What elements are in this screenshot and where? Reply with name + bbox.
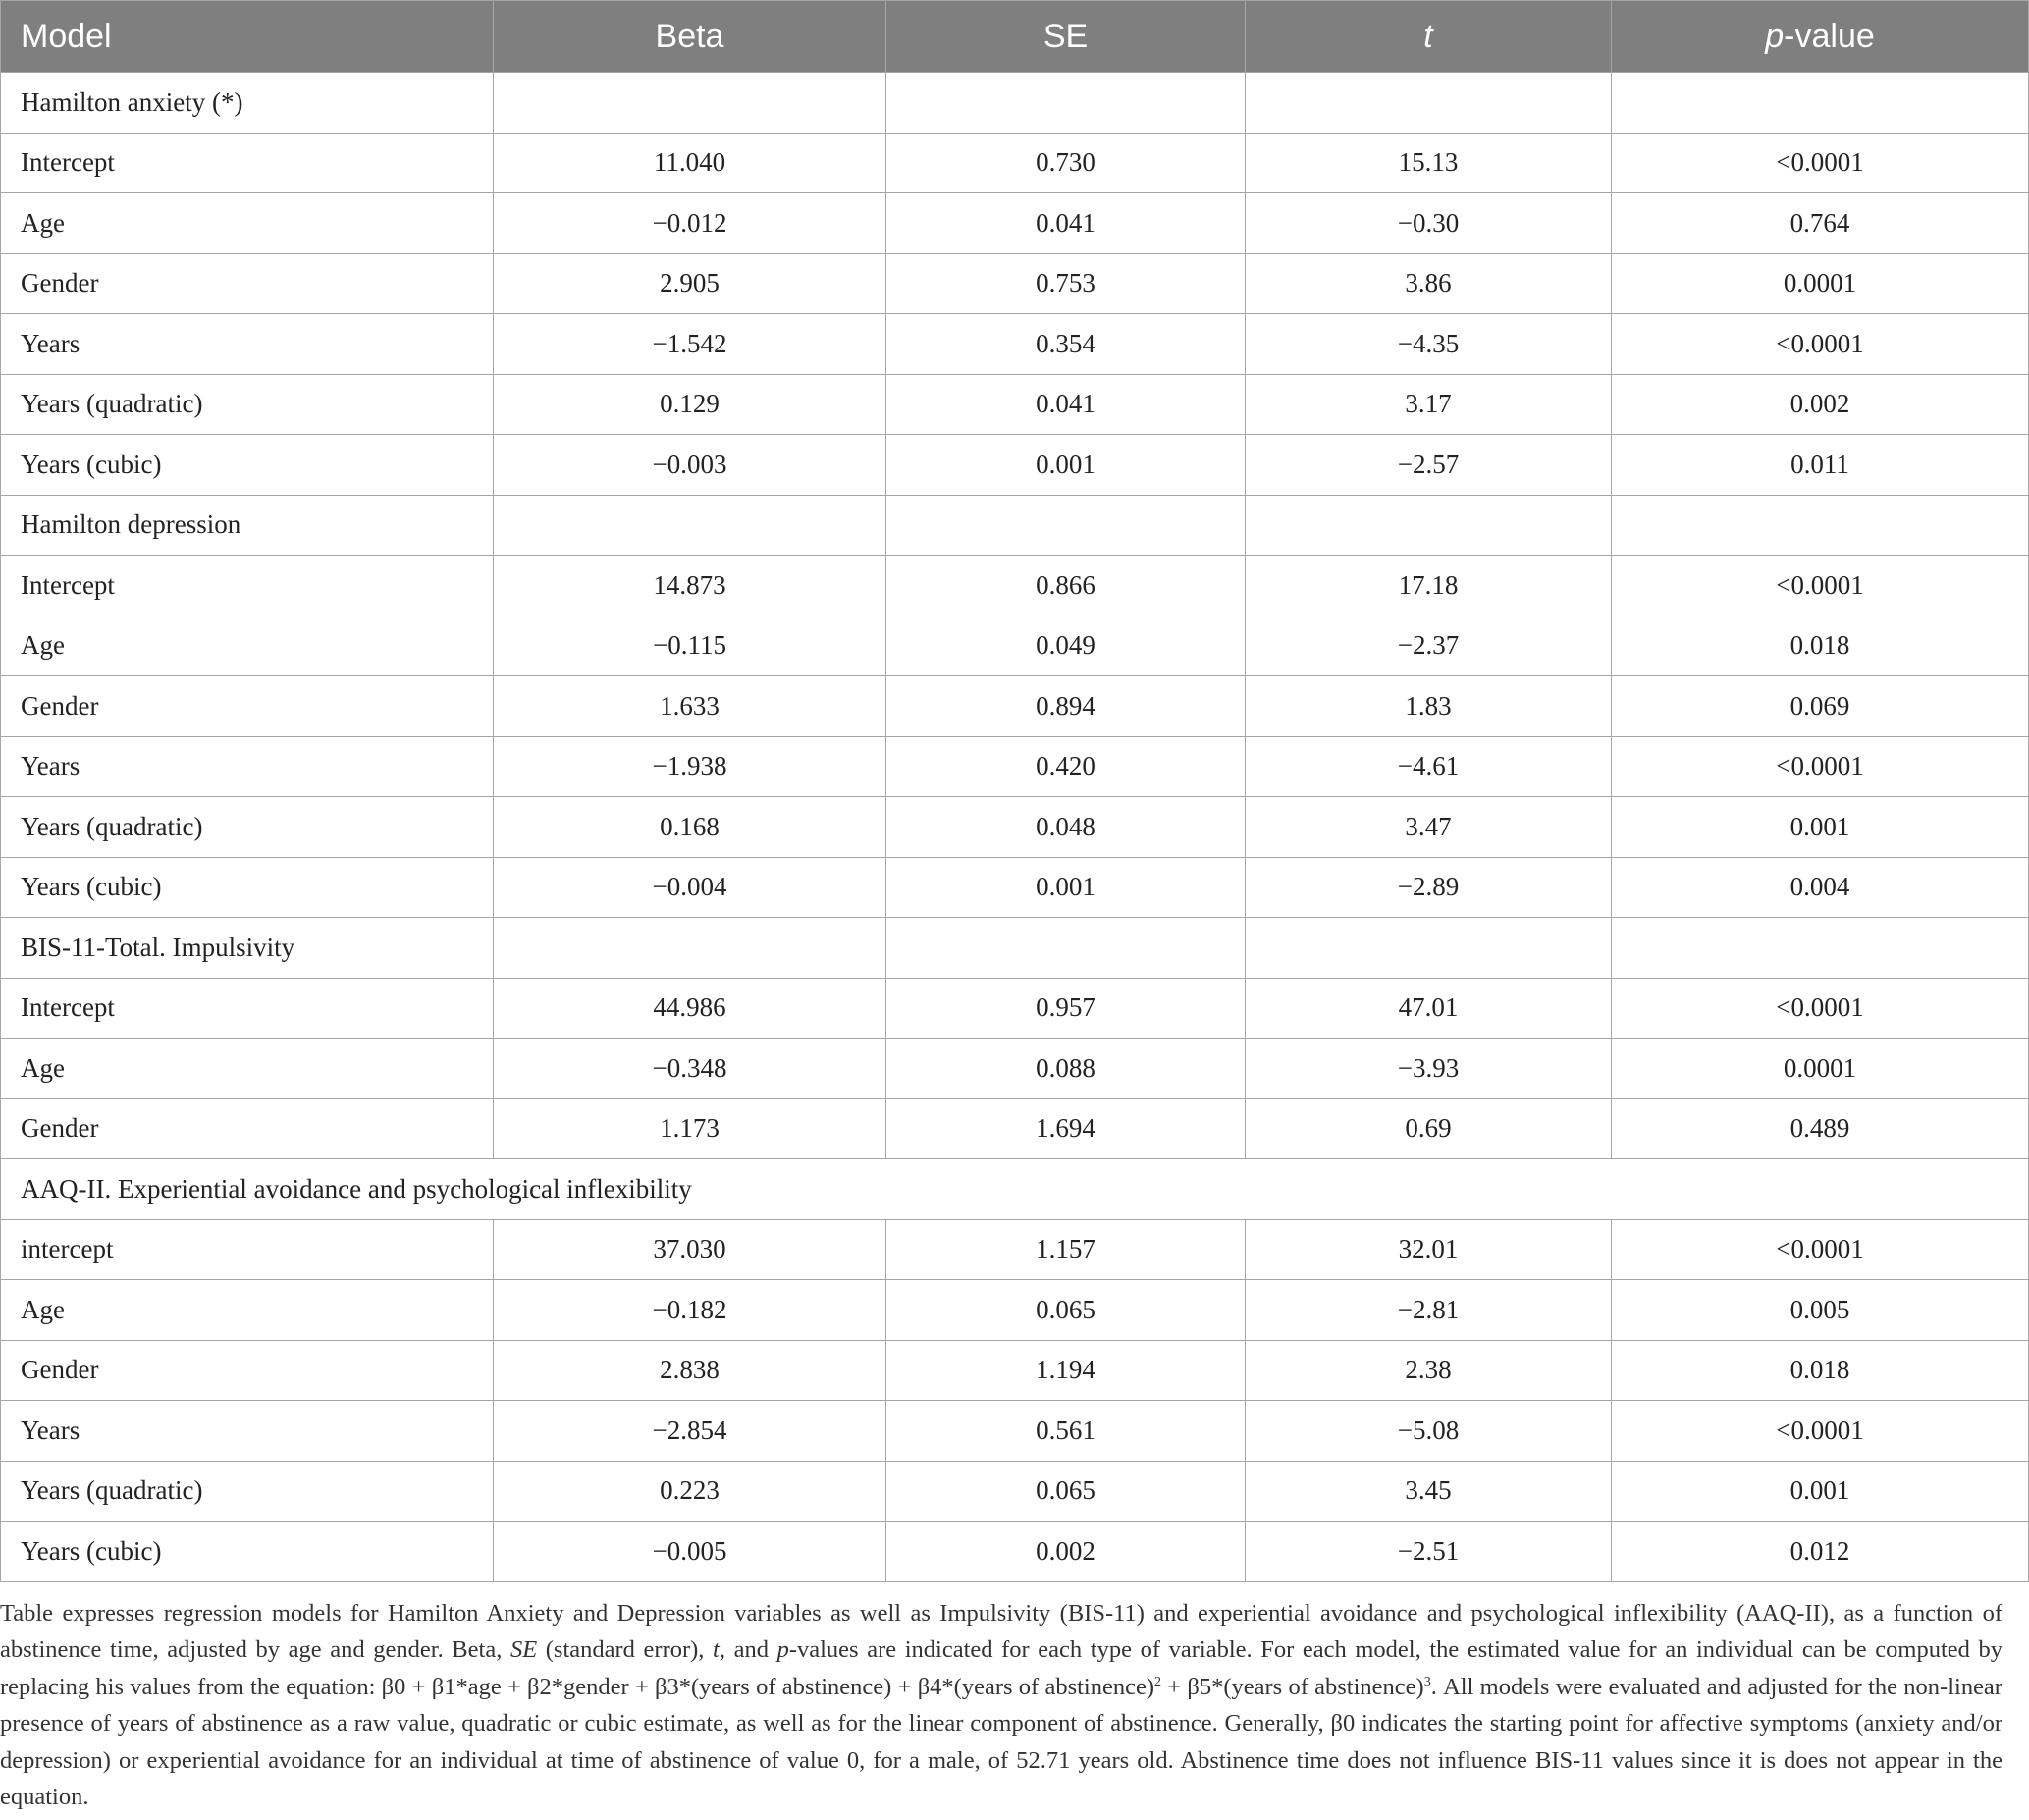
table-row (1, 374, 2029, 435)
header-p-italic: p (1765, 17, 1785, 55)
cell-p-value: 0.018 (1612, 616, 2029, 676)
cell-se: 0.065 (886, 1280, 1246, 1341)
header-model: Model (1, 1, 494, 73)
cell-se: 1.194 (886, 1340, 1246, 1401)
cell-p-value: <0.0001 (1612, 736, 2029, 797)
cell-p-value: <0.0001 (1612, 1219, 2029, 1280)
cell-beta: −0.012 (494, 193, 886, 254)
header-p-value (1612, 1, 2029, 73)
cell-p-value: <0.0001 (1612, 556, 2029, 616)
cell-se: 0.957 (886, 978, 1246, 1039)
empty-cell (886, 73, 1246, 134)
cell-se: 0.561 (886, 1401, 1246, 1462)
table-row (1, 857, 2029, 918)
empty-cell (1246, 918, 1612, 979)
cell-label: Years (quadratic) (1, 797, 494, 858)
cell-se: 0.730 (886, 133, 1246, 193)
footnote-sup-3: 3 (1423, 1674, 1431, 1689)
cell-se: 0.002 (886, 1522, 1246, 1582)
table-row (1, 556, 2029, 616)
header-p-suffix: -value (1784, 17, 1875, 55)
cell-beta: −0.182 (494, 1280, 886, 1341)
empty-cell (886, 495, 1246, 556)
section-title: AAQ-II. Experiential avoidance and psychological inflexibility (1, 1159, 2029, 1220)
cell-p-value: 0.005 (1612, 1280, 2029, 1341)
table-row (1, 616, 2029, 676)
cell-p-value: 0.004 (1612, 857, 2029, 918)
cell-se: 0.001 (886, 435, 1246, 496)
cell-label: Intercept (1, 978, 494, 1039)
cell-label: Gender (1, 1098, 494, 1159)
table-body (1, 73, 2029, 1582)
footnote-text-1: Table expresses regression models for Hamilton Anxiety and Depression variables as well as Impulsivity (BIS-11) and experiential avoidance and psychological inflexibility (AAQ-II), as a function of abstinence time, adjusted by age and gender. Beta, (0, 1600, 2002, 1664)
cell-t: −4.35 (1246, 314, 1612, 375)
cell-beta: −0.115 (494, 616, 886, 676)
cell-label: Gender (1, 1340, 494, 1401)
cell-p-value: <0.0001 (1612, 133, 2029, 193)
cell-label: Years (1, 736, 494, 797)
cell-t: 17.18 (1246, 556, 1612, 616)
cell-beta: 11.040 (494, 133, 886, 193)
cell-beta: −2.854 (494, 1401, 886, 1462)
table-row (1, 1522, 2029, 1582)
table-row (1, 1280, 2029, 1341)
table-row (1, 1098, 2029, 1159)
cell-p-value: 0.011 (1612, 435, 2029, 496)
cell-beta: −0.005 (494, 1522, 886, 1582)
cell-se: 1.694 (886, 1098, 1246, 1159)
cell-p-value: 0.002 (1612, 374, 2029, 435)
cell-label: Intercept (1, 133, 494, 193)
table-row (1, 676, 2029, 737)
empty-cell (1246, 73, 1612, 134)
cell-t: −2.81 (1246, 1280, 1612, 1341)
table-row (1, 1461, 2029, 1522)
section-row (1, 495, 2029, 556)
table-row (1, 314, 2029, 375)
footnote-sup-2: 2 (1154, 1674, 1162, 1689)
cell-t: −5.08 (1246, 1401, 1612, 1462)
cell-label: Age (1, 616, 494, 676)
cell-t: 3.17 (1246, 374, 1612, 435)
cell-t: −2.37 (1246, 616, 1612, 676)
cell-p-value: 0.764 (1612, 193, 2029, 254)
footnote-se: SE (509, 1636, 538, 1664)
cell-label: Years (cubic) (1, 435, 494, 496)
cell-t: 0.69 (1246, 1098, 1612, 1159)
cell-beta: −1.542 (494, 314, 886, 375)
cell-p-value: 0.001 (1612, 797, 2029, 858)
cell-se: 0.041 (886, 374, 1246, 435)
table-row (1, 1219, 2029, 1280)
header-se: SE (886, 1, 1246, 73)
cell-beta: −0.004 (494, 857, 886, 918)
footnote-text-2: (standard error), (537, 1636, 714, 1664)
cell-t: 3.86 (1246, 253, 1612, 314)
cell-t: 47.01 (1246, 978, 1612, 1039)
section-title: Hamilton depression (1, 495, 494, 556)
cell-t: 2.38 (1246, 1340, 1612, 1401)
cell-beta: −1.938 (494, 736, 886, 797)
cell-beta: −0.348 (494, 1039, 886, 1099)
header-beta: Beta (494, 1, 886, 73)
cell-p-value: 0.001 (1612, 1461, 2029, 1522)
footnote-text-3: and (724, 1636, 777, 1664)
cell-se: 0.001 (886, 857, 1246, 918)
footnote-text-4: -values are indicated for each type of variable. For each model, the estimated value for an individual can be computed by replacing his values from the equation: β0 + β1*age + β2*gender + β3*(years of abstinence) + β4*(years of abstinence) (0, 1636, 2003, 1700)
cell-se: 0.049 (886, 616, 1246, 676)
cell-t: −2.51 (1246, 1522, 1612, 1582)
empty-cell (886, 918, 1246, 979)
cell-label: Years (1, 314, 494, 375)
cell-se: 0.894 (886, 676, 1246, 737)
cell-p-value: 0.012 (1612, 1522, 2029, 1582)
table-row (1, 253, 2029, 314)
cell-t: 15.13 (1246, 133, 1612, 193)
table-header-row (1, 1, 2029, 73)
cell-label: Gender (1, 676, 494, 737)
section-title: Hamilton anxiety (*) (1, 73, 494, 134)
cell-se: 0.041 (886, 193, 1246, 254)
section-title: BIS-11-Total. Impulsivity (1, 918, 494, 979)
cell-label: Years (quadratic) (1, 374, 494, 435)
section-row (1, 73, 2029, 134)
cell-se: 0.753 (886, 253, 1246, 314)
cell-label: Years (cubic) (1, 1522, 494, 1582)
cell-beta: 2.838 (494, 1340, 886, 1401)
header-t (1246, 1, 1612, 73)
cell-t: 32.01 (1246, 1219, 1612, 1280)
section-row (1, 1159, 2029, 1220)
empty-cell (1612, 918, 2029, 979)
table-row (1, 797, 2029, 858)
table-row (1, 978, 2029, 1039)
table-row (1, 1340, 2029, 1401)
cell-t: −2.89 (1246, 857, 1612, 918)
empty-cell (1612, 495, 2029, 556)
cell-beta: 1.633 (494, 676, 886, 737)
footnote-p: p (776, 1636, 789, 1664)
cell-label: Years (1, 1401, 494, 1462)
cell-label: Age (1, 1280, 494, 1341)
table-row (1, 435, 2029, 496)
table-row (1, 736, 2029, 797)
cell-p-value: 0.0001 (1612, 253, 2029, 314)
empty-cell (494, 495, 886, 556)
table-row (1, 1401, 2029, 1462)
cell-p-value: 0.069 (1612, 676, 2029, 737)
cell-p-value: <0.0001 (1612, 314, 2029, 375)
cell-beta: 37.030 (494, 1219, 886, 1280)
cell-beta: 0.223 (494, 1461, 886, 1522)
cell-beta: 14.873 (494, 556, 886, 616)
cell-label: Age (1, 193, 494, 254)
footnote-t: t, (713, 1636, 725, 1664)
table-row (1, 193, 2029, 254)
footnote-text-5: + β5*(years of abstinence) (1161, 1673, 1424, 1700)
cell-p-value: <0.0001 (1612, 1401, 2029, 1462)
section-row (1, 918, 2029, 979)
cell-label: Years (cubic) (1, 857, 494, 918)
table-row (1, 133, 2029, 193)
cell-t: −2.57 (1246, 435, 1612, 496)
empty-cell (1246, 495, 1612, 556)
table-row (1, 1039, 2029, 1099)
cell-t: −3.93 (1246, 1039, 1612, 1099)
table-footnote (0, 1595, 2002, 1815)
cell-p-value: 0.018 (1612, 1340, 2029, 1401)
empty-cell (1612, 73, 2029, 134)
cell-t: 3.45 (1246, 1461, 1612, 1522)
cell-label: Gender (1, 253, 494, 314)
cell-t: 1.83 (1246, 676, 1612, 737)
cell-beta: −0.003 (494, 435, 886, 496)
cell-se: 0.420 (886, 736, 1246, 797)
cell-p-value: <0.0001 (1612, 978, 2029, 1039)
cell-se: 0.866 (886, 556, 1246, 616)
cell-se: 1.157 (886, 1219, 1246, 1280)
header-t-label: t (1423, 17, 1433, 55)
cell-t: −4.61 (1246, 736, 1612, 797)
cell-p-value: 0.0001 (1612, 1039, 2029, 1099)
cell-beta: 0.168 (494, 797, 886, 858)
cell-t: 3.47 (1246, 797, 1612, 858)
cell-t: −0.30 (1246, 193, 1612, 254)
cell-label: Age (1, 1039, 494, 1099)
cell-beta: 0.129 (494, 374, 886, 435)
empty-cell (494, 73, 886, 134)
cell-beta: 2.905 (494, 253, 886, 314)
cell-label: Years (quadratic) (1, 1461, 494, 1522)
cell-label: intercept (1, 1219, 494, 1280)
footnote-text-6: . All models were evaluated and adjusted for the non-linear presence of years of abstinence as a raw value, quadratic or cubic estimate, as well as for the linear component of abstinence. Generally, β0 indicates the starting point for affective symptoms (anxiety and/or depression) or experiential avoidance for an individual at time of abstinence of value 0, for a male, of 52.71 years old. Abstinence time does not influence BIS-11 values since it is does not appear in the equation. (0, 1673, 2002, 1811)
cell-beta: 44.986 (494, 978, 886, 1039)
cell-beta: 1.173 (494, 1098, 886, 1159)
cell-se: 0.048 (886, 797, 1246, 858)
cell-p-value: 0.489 (1612, 1098, 2029, 1159)
cell-label: Intercept (1, 556, 494, 616)
empty-cell (494, 918, 886, 979)
cell-se: 0.065 (886, 1461, 1246, 1522)
cell-se: 0.354 (886, 314, 1246, 375)
cell-se: 0.088 (886, 1039, 1246, 1099)
